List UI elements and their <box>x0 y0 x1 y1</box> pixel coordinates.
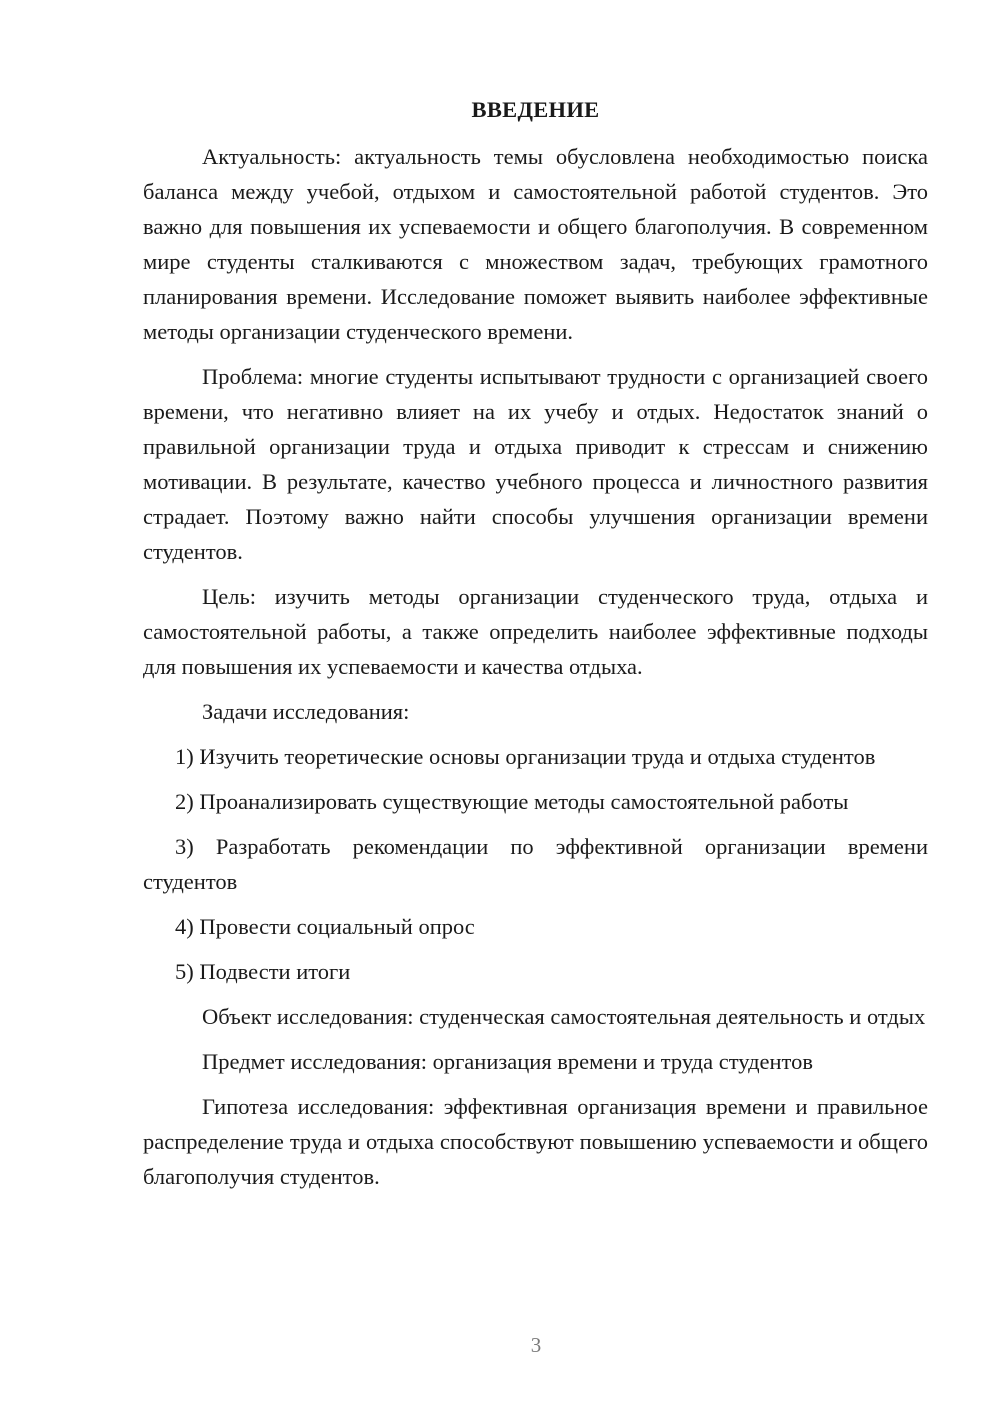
task-item-3: 3) Разработать рекомендации по эффективной организации времени студентов <box>143 834 928 894</box>
object-paragraph: Объект исследования: студенческая самостоятельная деятельность и отдых <box>202 1004 926 1029</box>
hypothesis-paragraph: Гипотеза исследования: эффективная организация времени и правильное распределение труда и отдыха способствуют повышению успеваемости и общего благополучия студентов. <box>143 1094 928 1189</box>
subject-paragraph: Предмет исследования: организация времени и труда студентов <box>202 1049 813 1074</box>
tasks-list <box>143 739 928 989</box>
document-page <box>143 92 928 1204</box>
goal-paragraph: Цель: изучить методы организации студенческого труда, отдыха и самостоятельной работы, а также определить наиболее эффективные подходы для повышения их успеваемости и качества отдыха. <box>143 584 928 679</box>
task-item-4: 4) Провести социальный опрос <box>175 914 475 939</box>
problem-paragraph: Проблема: многие студенты испытывают трудности с организацией своего времени, что негативно влияет на их учебу и отдых. Недостаток знаний о правильной организации труда и отдыха приводит к стрессам и снижению мотивации. В результате, качество учебного процесса и личностного развития страдает. Поэтому важно найти способы улучшения организации времени студентов. <box>143 364 928 564</box>
task-item-2: 2) Проанализировать существующие методы самостоятельной работы <box>175 789 849 814</box>
tasks-heading: Задачи исследования: <box>202 699 410 724</box>
page-number: 3 <box>530 1333 542 1357</box>
relevance-paragraph: Актуальность: актуальность темы обусловлена необходимостью поиска баланса между учебой, отдыхом и самостоятельной работой студентов. Это важно для повышения их успеваемости и общего благополучия. В современном мире студенты сталкиваются с множеством задач, требующих грамотного планирования времени. Исследование поможет выявить наиболее эффективные методы организации студенческого времени. <box>143 144 928 344</box>
task-item-5: 5) Подвести итоги <box>175 959 351 984</box>
task-item-1: 1) Изучить теоретические основы организации труда и отдыха студентов <box>175 744 876 769</box>
section-heading: ВВЕДЕНИЕ <box>471 97 600 122</box>
